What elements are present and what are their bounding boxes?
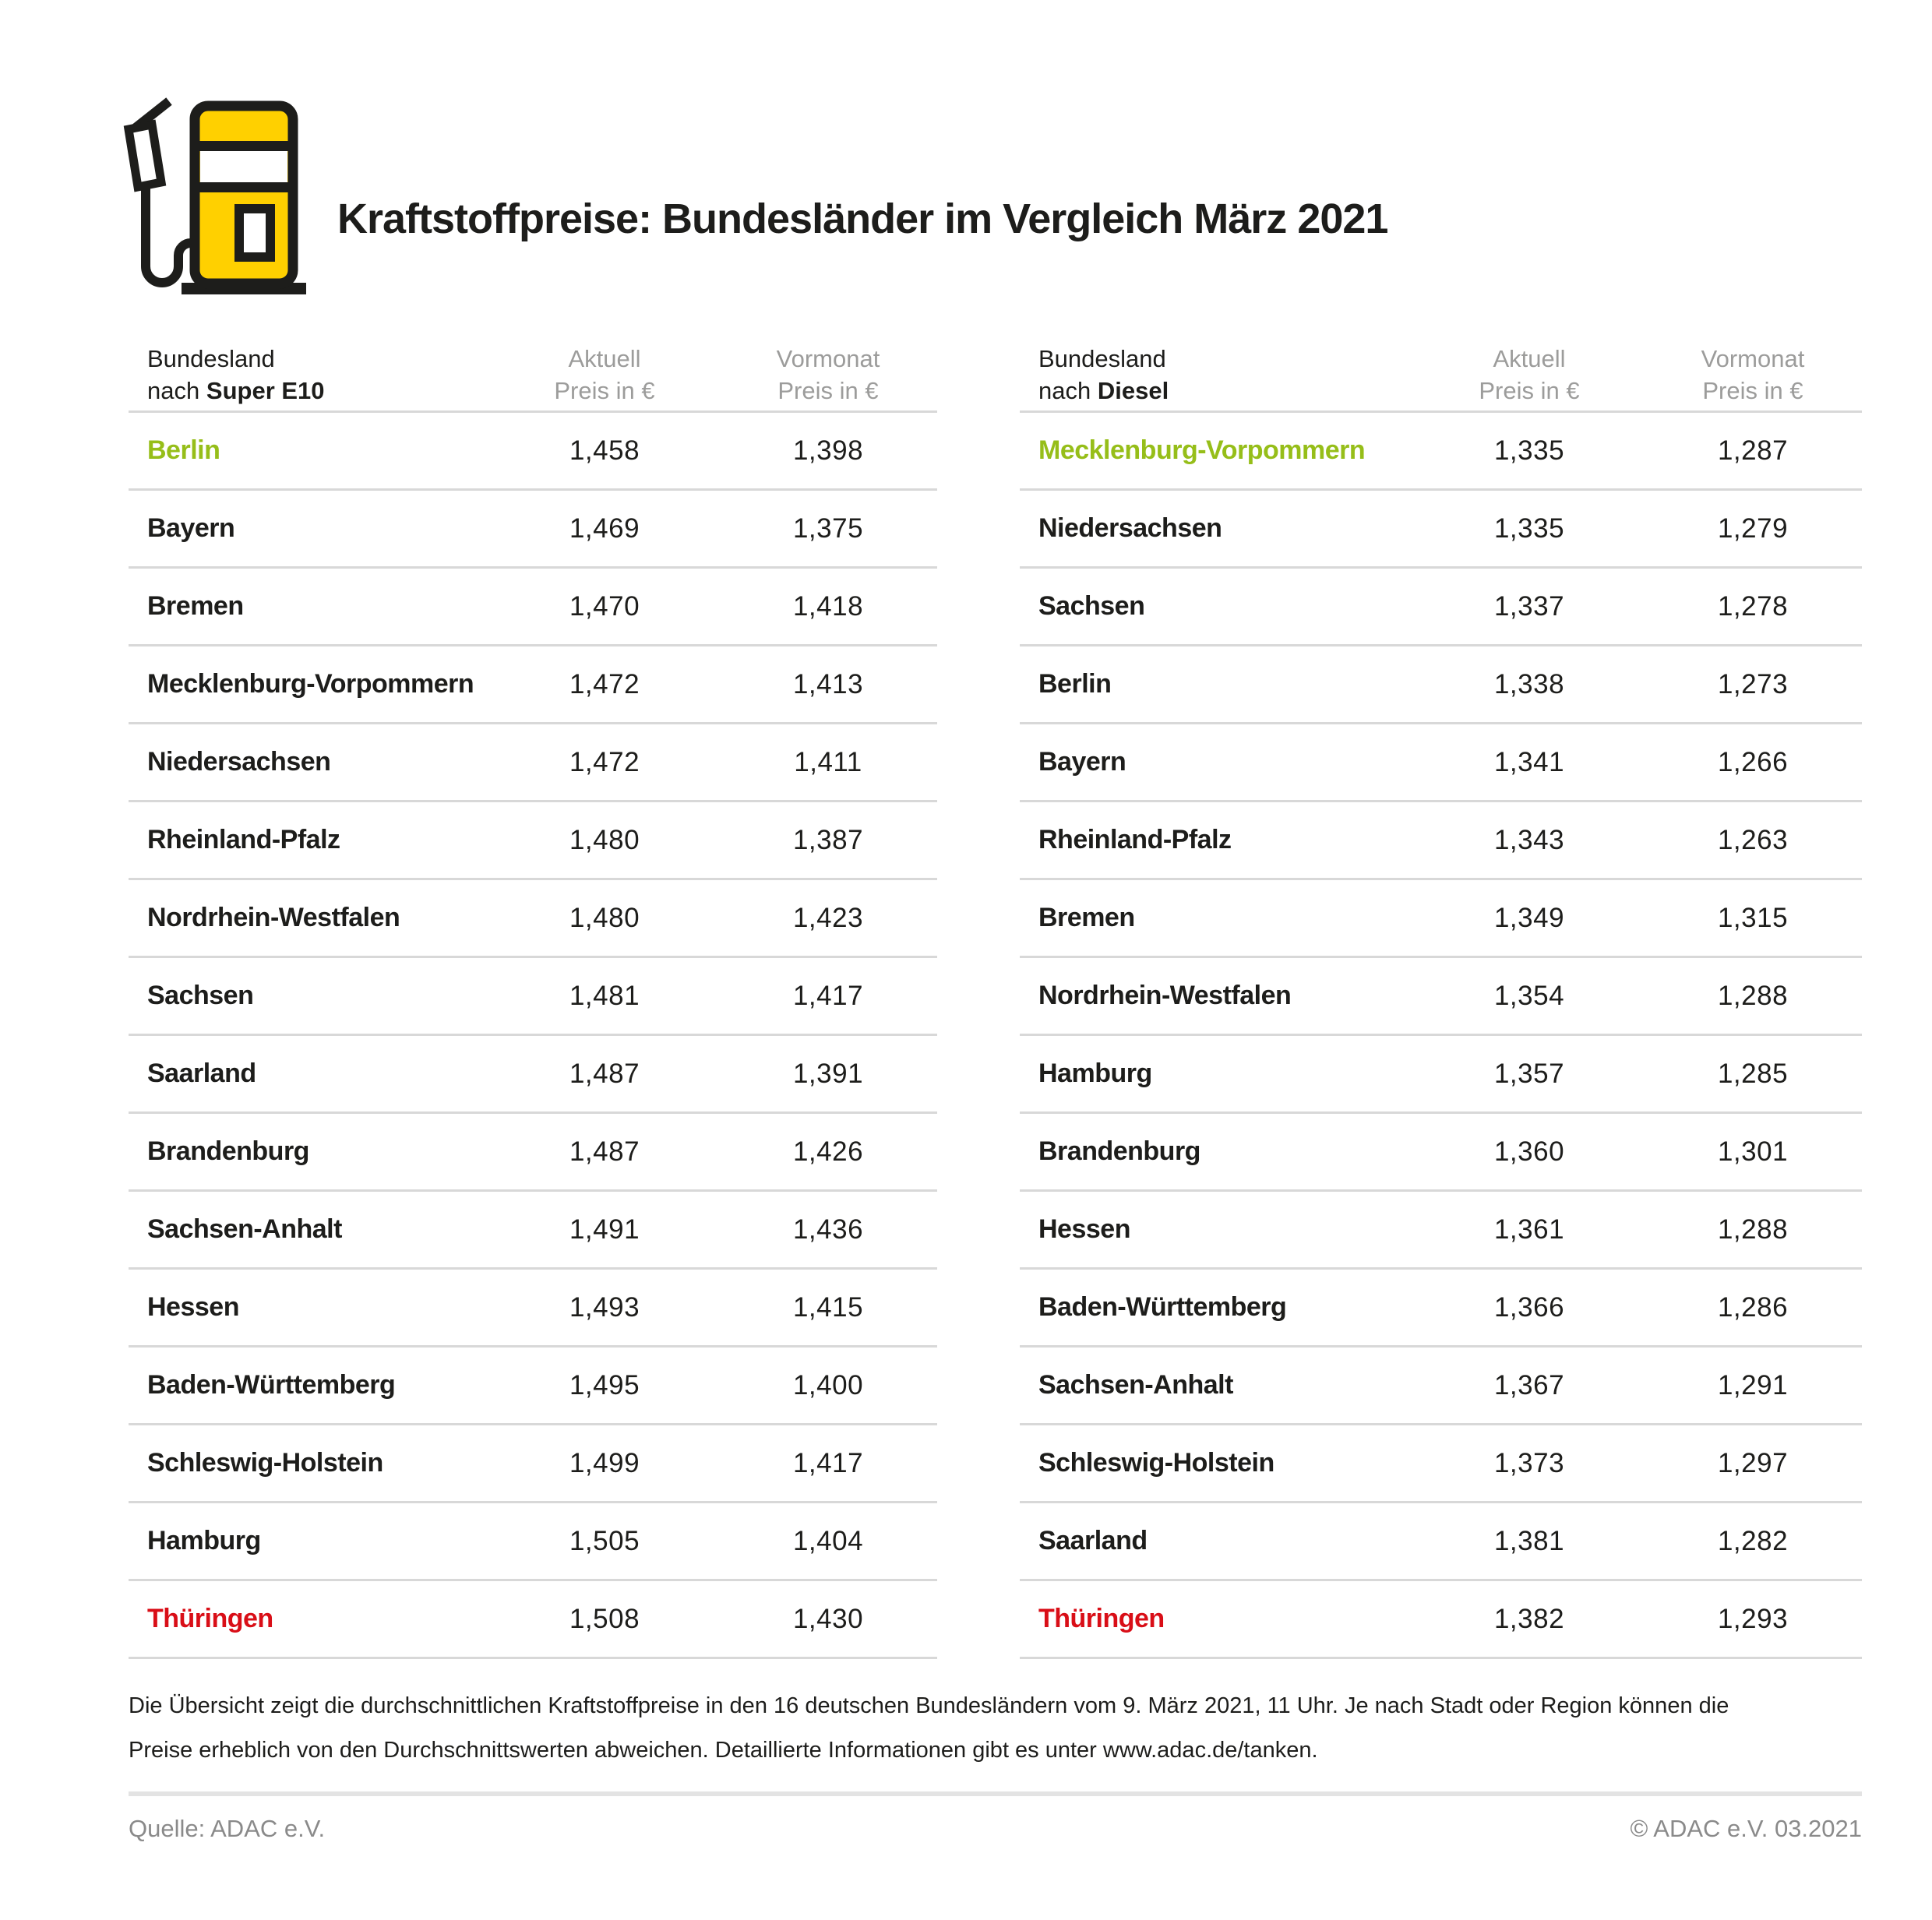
aktuell-price: 1,337: [1493, 590, 1565, 622]
vormonat-price: 1,404: [792, 1525, 864, 1556]
tables-container: [129, 343, 1862, 1659]
table-row: [129, 958, 937, 1036]
bundesland-name: Niedersachsen: [147, 747, 331, 777]
header: [121, 92, 1387, 304]
bundesland-name: Rheinland-Pfalz: [1038, 825, 1232, 854]
aktuell-price: 1,480: [569, 824, 640, 855]
bundesland-name: Sachsen: [147, 981, 254, 1010]
bundesland-name: Schleswig-Holstein: [147, 1448, 383, 1478]
bundesland-name: Brandenburg: [1038, 1136, 1200, 1166]
vormonat-price: 1,282: [1717, 1525, 1789, 1556]
vormonat-price: 1,411: [794, 746, 862, 777]
table-row: [129, 1348, 937, 1425]
bundesland-name: Saarland: [1038, 1526, 1148, 1555]
bundesland-name: Saarland: [147, 1059, 256, 1088]
table-row: [129, 646, 937, 724]
table-row: [1020, 646, 1862, 724]
vormonat-price: 1,400: [792, 1369, 864, 1400]
aktuell-price: 1,491: [569, 1214, 640, 1245]
table-row: [1020, 1425, 1862, 1503]
bundesland-name: Thüringen: [147, 1604, 273, 1633]
table-row: [1020, 569, 1862, 646]
column-header-vormonat: Vormonat Preis in €: [776, 345, 880, 404]
aktuell-price: 1,481: [569, 980, 640, 1011]
table-row: [129, 1581, 937, 1659]
table-row: [129, 1270, 937, 1348]
vormonat-price: 1,423: [792, 902, 864, 933]
bundesland-name: Berlin: [147, 435, 220, 465]
vormonat-price: 1,301: [1717, 1136, 1789, 1167]
bundesland-name: Bremen: [147, 591, 244, 621]
aktuell-price: 1,367: [1493, 1369, 1565, 1400]
table-row: [129, 413, 937, 491]
bundesland-name: Bremen: [1038, 903, 1135, 932]
vormonat-price: 1,287: [1717, 435, 1789, 466]
table-row: [1020, 1581, 1862, 1659]
source-bar: [129, 1815, 1862, 1843]
table-row: [129, 1425, 937, 1503]
footnote: [129, 1684, 1729, 1773]
vormonat-price: 1,391: [792, 1058, 864, 1089]
bundesland-name: Baden-Württemberg: [147, 1370, 396, 1400]
bundesland-name: Bayern: [147, 513, 235, 543]
table-row: [1020, 724, 1862, 802]
table-row: [1020, 1348, 1862, 1425]
aktuell-price: 1,361: [1493, 1214, 1565, 1245]
table-row: [1020, 491, 1862, 569]
bundesland-name: Rheinland-Pfalz: [147, 825, 340, 854]
vormonat-price: 1,426: [792, 1136, 864, 1167]
bundesland-name: Mecklenburg-Vorpommern: [1038, 435, 1366, 465]
aktuell-price: 1,499: [569, 1447, 640, 1478]
aktuell-price: 1,495: [569, 1369, 640, 1400]
bundesland-name: Bayern: [1038, 747, 1126, 777]
table-body-super-e10: [129, 413, 937, 1659]
aktuell-price: 1,349: [1493, 902, 1565, 933]
vormonat-price: 1,278: [1717, 590, 1789, 622]
vormonat-price: 1,288: [1717, 980, 1789, 1011]
bundesland-name: Hamburg: [147, 1526, 261, 1555]
aktuell-price: 1,335: [1493, 435, 1565, 466]
table-row: [129, 1036, 937, 1114]
column-header-bundesland: [1020, 343, 1415, 407]
aktuell-price: 1,354: [1493, 980, 1565, 1011]
table-row: [1020, 958, 1862, 1036]
aktuell-price: 1,487: [569, 1136, 640, 1167]
vormonat-price: 1,297: [1717, 1447, 1789, 1478]
table-row: [129, 491, 937, 569]
table-row: [129, 880, 937, 958]
vormonat-price: 1,375: [792, 513, 864, 544]
aktuell-price: 1,360: [1493, 1136, 1565, 1167]
column-header-vormonat: Vormonat Preis in €: [1701, 345, 1805, 404]
aktuell-price: 1,470: [569, 590, 640, 622]
aktuell-price: 1,335: [1493, 513, 1565, 544]
table-header-super-e10: [129, 343, 937, 413]
page-title: Kraftstoffpreise: Bundesländer im Vergleich März 2021: [337, 196, 1388, 242]
vormonat-price: 1,288: [1717, 1214, 1789, 1245]
table-row: [1020, 880, 1862, 958]
vormonat-price: 1,279: [1717, 513, 1789, 544]
table-row: [129, 1503, 937, 1581]
vormonat-price: 1,417: [792, 1447, 864, 1478]
vormonat-price: 1,315: [1717, 902, 1789, 933]
vormonat-price: 1,387: [792, 824, 864, 855]
vormonat-price: 1,413: [792, 668, 864, 699]
bundesland-name: Niedersachsen: [1038, 513, 1222, 543]
vormonat-price: 1,263: [1717, 824, 1789, 855]
table-row: [1020, 802, 1862, 880]
bundesland-name: Berlin: [1038, 669, 1112, 699]
vormonat-price: 1,291: [1717, 1369, 1789, 1400]
aktuell-price: 1,508: [569, 1603, 640, 1634]
vormonat-price: 1,286: [1717, 1291, 1789, 1323]
bundesland-name: Brandenburg: [147, 1136, 309, 1166]
vormonat-price: 1,415: [792, 1291, 864, 1323]
aktuell-price: 1,472: [569, 668, 640, 699]
table-row: [129, 724, 937, 802]
aktuell-price: 1,458: [569, 435, 640, 466]
footnote-line2: Preise erheblich von den Durchschnittswerten abweichen. Detaillierte Informationen gibt es unter www.adac.de/tanken.: [129, 1738, 1318, 1763]
aktuell-price: 1,366: [1493, 1291, 1565, 1323]
column-header-aktuell: Aktuell Preis in €: [1479, 345, 1580, 404]
table-row: [129, 802, 937, 880]
vormonat-price: 1,417: [792, 980, 864, 1011]
column-header-bundesland: [129, 343, 490, 407]
vormonat-price: 1,266: [1717, 746, 1789, 777]
vormonat-price: 1,418: [792, 590, 864, 622]
vormonat-price: 1,293: [1717, 1603, 1789, 1634]
aktuell-price: 1,338: [1493, 668, 1565, 699]
column-header-line1: Bundesland: [147, 345, 275, 372]
aktuell-price: 1,343: [1493, 824, 1565, 855]
aktuell-price: 1,341: [1493, 746, 1565, 777]
fuel-pump-icon: [121, 92, 316, 304]
bundesland-name: Sachsen-Anhalt: [147, 1214, 342, 1244]
aktuell-price: 1,373: [1493, 1447, 1565, 1478]
fuel-type-label: Diesel: [1097, 377, 1169, 404]
column-header-line2: nach Super E10: [147, 377, 325, 404]
vormonat-price: 1,285: [1717, 1058, 1789, 1089]
aktuell-price: 1,382: [1493, 1603, 1565, 1634]
bundesland-name: Schleswig-Holstein: [1038, 1448, 1274, 1478]
footnote-line1: Die Übersicht zeigt die durchschnittlichen Kraftstoffpreise in den 16 deutschen Bundesländern vom 9. März 2021, 11 Uhr. Je nach Stadt oder Region können die: [129, 1693, 1729, 1718]
bundesland-name: Hessen: [147, 1292, 239, 1322]
aktuell-price: 1,487: [569, 1058, 640, 1089]
column-header-aktuell: Aktuell Preis in €: [554, 345, 655, 404]
column-header-line1: Bundesland: [1038, 345, 1166, 372]
table-row: [1020, 1192, 1862, 1270]
bundesland-name: Hessen: [1038, 1214, 1130, 1244]
bundesland-name: Sachsen: [1038, 591, 1145, 621]
table-row: [129, 1192, 937, 1270]
vormonat-price: 1,436: [792, 1214, 864, 1245]
bundesland-name: Nordrhein-Westfalen: [1038, 981, 1292, 1010]
aktuell-price: 1,381: [1493, 1525, 1565, 1556]
vormonat-price: 1,398: [792, 435, 864, 466]
copyright-label: © ADAC e.V. 03.2021: [1630, 1815, 1862, 1842]
bundesland-name: Thüringen: [1038, 1604, 1165, 1633]
bundesland-name: Baden-Württemberg: [1038, 1292, 1287, 1322]
source-label: Quelle: ADAC e.V.: [129, 1815, 326, 1842]
table-row: [1020, 1503, 1862, 1581]
table-diesel: [1020, 343, 1862, 1659]
aktuell-price: 1,480: [569, 902, 640, 933]
aktuell-price: 1,505: [569, 1525, 640, 1556]
table-body-diesel: [1020, 413, 1862, 1659]
aktuell-price: 1,493: [569, 1291, 640, 1323]
aktuell-price: 1,472: [569, 746, 640, 777]
table-header-diesel: [1020, 343, 1862, 413]
vormonat-price: 1,273: [1717, 668, 1789, 699]
table-row: [129, 1114, 937, 1192]
footer-divider: [129, 1791, 1862, 1796]
column-header-line2: nach Diesel: [1038, 377, 1169, 404]
aktuell-price: 1,357: [1493, 1058, 1565, 1089]
fuel-type-label: Super E10: [206, 377, 325, 404]
vormonat-price: 1,430: [792, 1603, 864, 1634]
table-row: [1020, 1270, 1862, 1348]
table-super-e10: [129, 343, 937, 1659]
bundesland-name: Mecklenburg-Vorpommern: [147, 669, 474, 699]
aktuell-price: 1,469: [569, 513, 640, 544]
table-row: [1020, 1114, 1862, 1192]
bundesland-name: Sachsen-Anhalt: [1038, 1370, 1233, 1400]
bundesland-name: Nordrhein-Westfalen: [147, 903, 400, 932]
table-row: [1020, 1036, 1862, 1114]
bundesland-name: Hamburg: [1038, 1059, 1152, 1088]
table-row: [129, 569, 937, 646]
table-row: [1020, 413, 1862, 491]
